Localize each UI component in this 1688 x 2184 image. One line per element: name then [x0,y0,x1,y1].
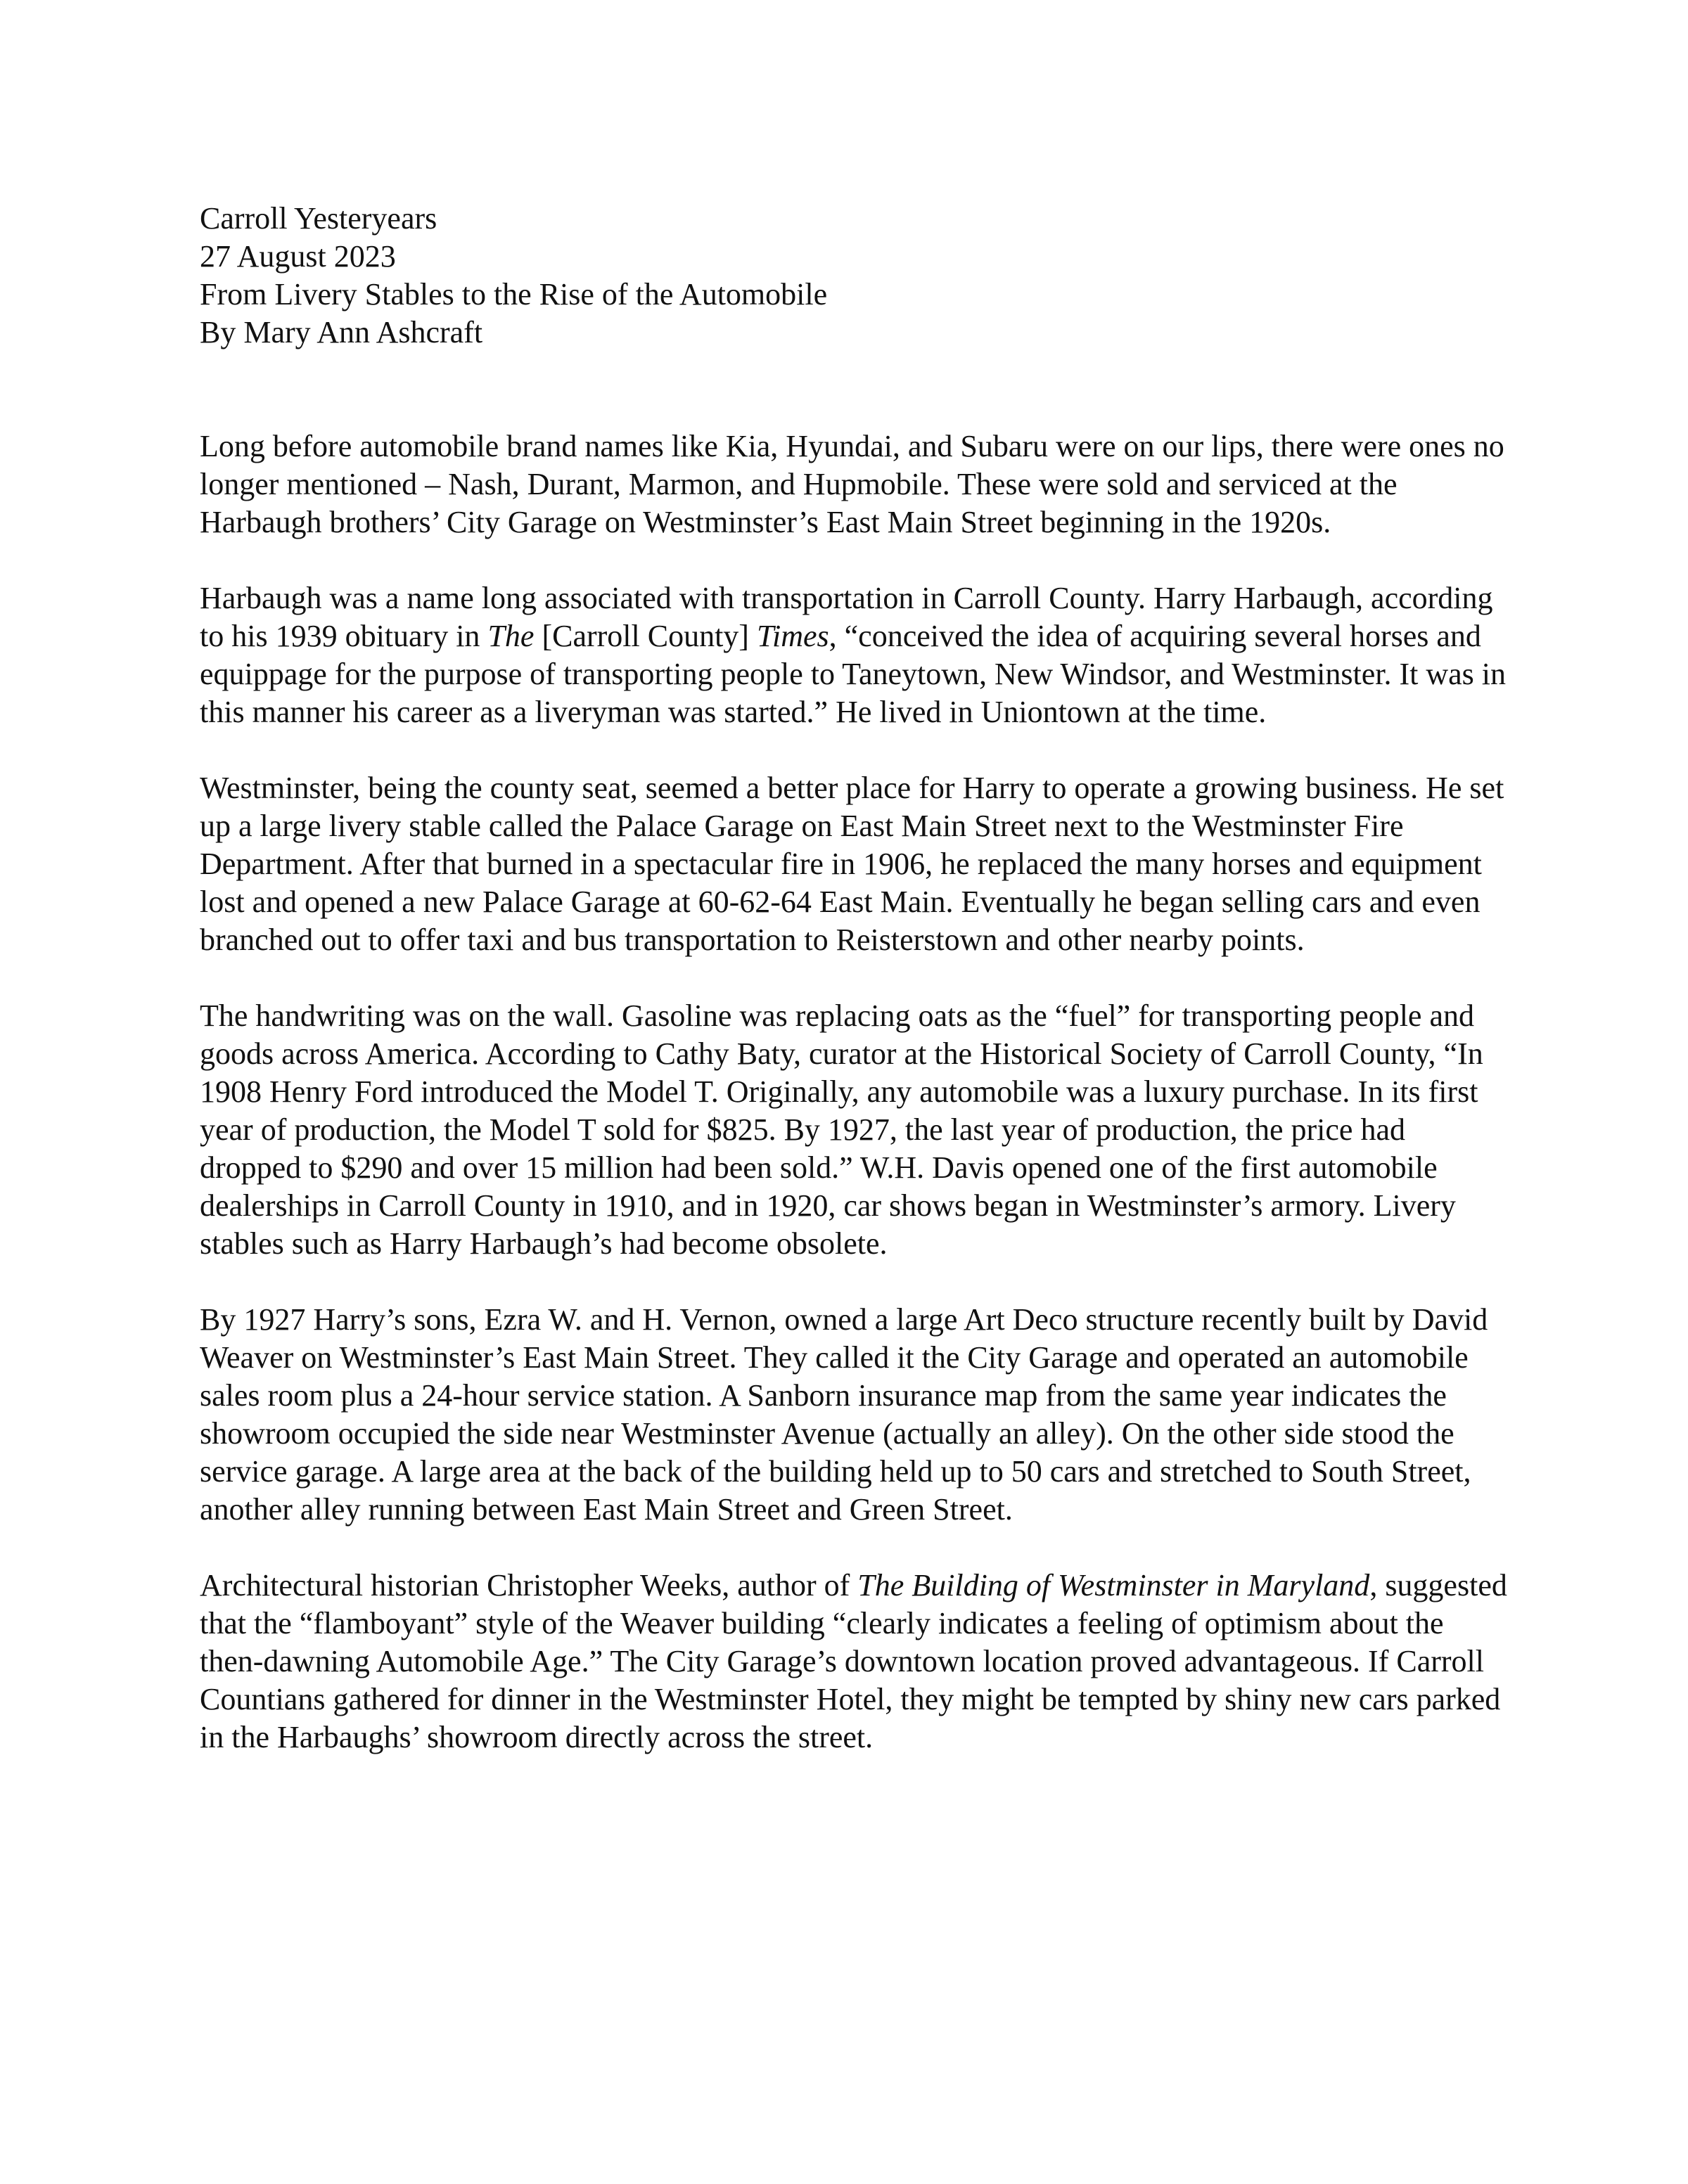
paragraph-6-text-b: , suggested that the “flamboyant” style of the Weaver building “clearly indicates a feeling of optimism about the then-dawning Automobile Age.” The City Garage’s downtown location proved advantageous. If Carroll Countians gathered for dinner in the Westminster Hotel, they might be tempted by shiny new cars parked in the Harbaughs’ showroom directly across the street. [200,1568,1507,1754]
article-title: From Livery Stables to the Rise of the Automobile [200,277,828,311]
paragraph-2-text-b: [Carroll County] [534,619,757,653]
paragraph-6 [200,1567,1508,1756]
paragraph-2-text-c: , “conceived the idea of acquiring several horses and equippage for the purpose of transporting people to Taneytown, New Windsor, and Westminster. It was in this manner his career as a liveryman was started.” He lived in Uniontown at the time. [200,619,1507,729]
paragraph-2-text-a: Harbaugh was a name long associated with transportation in Carroll County. Harry Harbaugh, according to his 1939 obituary in [200,581,1493,653]
newspaper-name-times: Times [756,619,829,653]
publication-date: 27 August 2023 [200,239,396,274]
paragraph-2 [200,579,1508,731]
paragraph-1: Long before automobile brand names like Kia, Hyundai, and Subaru were on our lips, there were ones no longer mentioned – Nash, Durant, Marmon, and Hupmobile. These were sold and serviced at the Harbaugh brothers’ City Garage on Westminster’s East Main Street beginning in the 1920s. [200,429,1504,539]
article-body [200,428,1508,1756]
byline: By Mary Ann Ashcraft [200,315,483,349]
column-name: Carroll Yesteryears [200,201,437,236]
paragraph-4: The handwriting was on the wall. Gasoline was replacing oats as the “fuel” for transporting people and goods across America. According to Cathy Baty, curator at the Historical Society of Carroll County, “In 1908 Henry Ford introduced the Model T. Originally, any automobile was a luxury purchase. In its first year of production, the Model T sold for $825. By 1927, the last year of production, the price had dropped to $290 and over 15 million had been sold.” W.H. Davis opened one of the first automobile dealerships in Carroll County in 1910, and in 1920, car shows began in Westminster’s armory. Livery stables such as Harry Harbaugh’s had become obsolete. [200,998,1483,1261]
paragraph-3: Westminster, being the county seat, seemed a better place for Harry to operate a growing business. He set up a large livery stable called the Palace Garage on East Main Street next to the Westminster Fire Department. After that burned in a spectacular fire in 1906, he replaced the many horses and equipment lost and opened a new Palace Garage at 60-62-64 East Main. Eventually he began selling cars and even branched out to offer taxi and bus transportation to Reisterstown and other nearby points. [200,771,1504,957]
article-header [200,200,1508,352]
paragraph-6-text-a: Architectural historian Christopher Weeks, author of [200,1568,858,1602]
document-page [200,200,1508,1756]
book-title: The Building of Westminster in Maryland [857,1568,1370,1602]
newspaper-name-the: The [487,619,535,653]
paragraph-5: By 1927 Harry’s sons, Ezra W. and H. Vernon, owned a large Art Deco structure recently built by David Weaver on Westminster’s East Main Street. They called it the City Garage and operated an automobile sales room plus a 24-hour service station. A Sanborn insurance map from the same year indicates the showroom occupied the side near Westminster Avenue (actually an alley). On the other side stood the service garage. A large area at the back of the building held up to 50 cars and stretched to South Street, another alley running between East Main Street and Green Street. [200,1302,1488,1527]
